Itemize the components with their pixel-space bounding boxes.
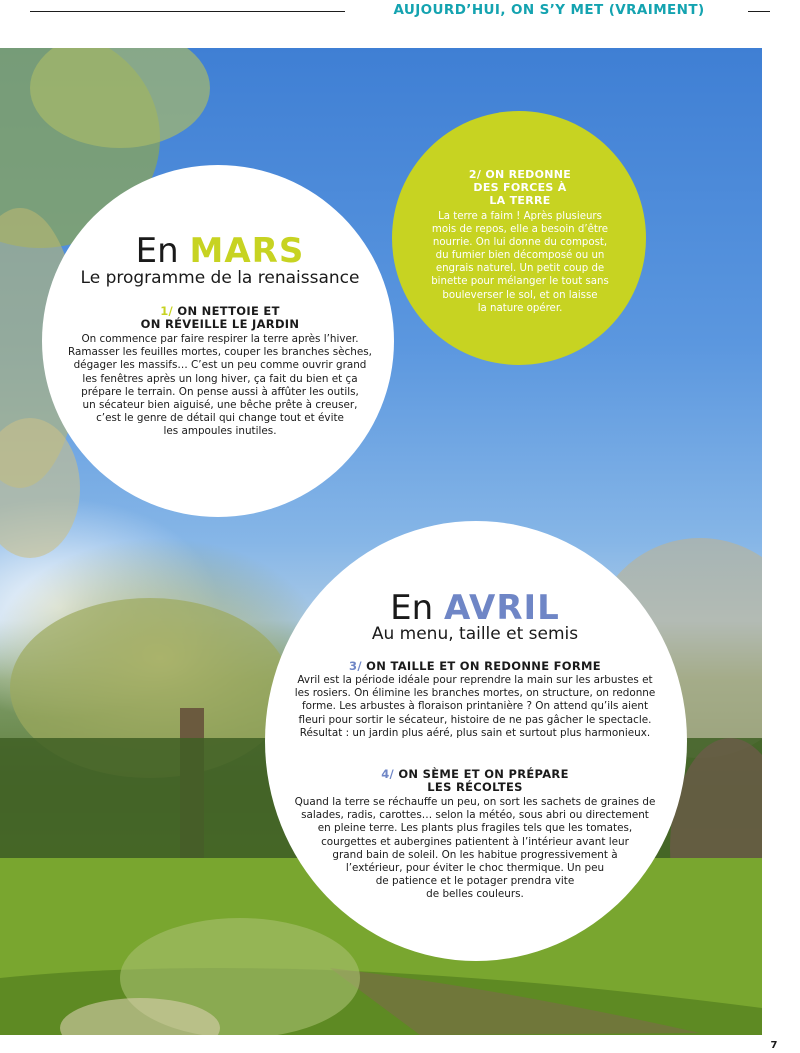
section3-body-line: fleuri pour sortir le sécateur, histoire de ne pas gâcher le spectacle.	[298, 713, 652, 726]
section2-body	[410, 210, 630, 315]
section3-body-line: forme. Les arbustes à floraison printanière ? On attend qu’ils aient	[301, 700, 649, 713]
section4-body-line: salades, radis, carottes… selon la météo, sous abri ou directement	[301, 809, 649, 822]
section1-body	[60, 333, 380, 439]
mars-heading-month: MARS	[189, 231, 305, 271]
section2-number: 2/	[468, 168, 482, 181]
section2-title-line: LA TERRE	[489, 194, 551, 207]
section4-body-line: en pleine terre. Les plants plus fragiles tels que les tomates,	[317, 822, 633, 835]
header-rule-right	[748, 11, 770, 12]
section4-title-line: LES RÉCOLTES	[427, 780, 523, 794]
section2-body-line: nourrie. On lui donne du compost,	[432, 237, 608, 249]
mars-subtitle: Le programme de la renaissance	[80, 268, 360, 288]
section1-body-line: un sécateur bien aiguisé, une bêche prête à creuser,	[82, 399, 358, 412]
section1-heading	[90, 305, 350, 331]
section4-number: 4/	[381, 767, 395, 781]
section2-body-line: La terre a faim ! Après plusieurs	[438, 211, 602, 222]
section-title: AUJOURD’HUI, ON S’Y MET (VRAIMENT)	[393, 2, 705, 18]
section3-title-line: ON TAILLE ET ON REDONNE FORME	[366, 659, 601, 673]
section2-heading	[430, 168, 610, 207]
section2-body-line: bouleverser le sol, et on laisse	[442, 289, 598, 301]
section3-number: 3/	[349, 659, 362, 673]
section4-body-line: de belles couleurs.	[426, 888, 524, 901]
avril-heading-month: AVRIL	[444, 588, 560, 628]
section1-body-line: les ampoules inutiles.	[163, 425, 277, 438]
section4-body-line: Quand la terre se réchauffe un peu, on sort les sachets de graines de	[294, 796, 656, 808]
section3-heading	[285, 660, 665, 673]
section2-title-line: ON REDONNE	[485, 168, 572, 181]
section1-body-line: les fenêtres après un long hiver, ça fait du bien et ça	[82, 372, 358, 385]
mars-heading	[70, 232, 370, 270]
page-number: 7	[770, 1040, 778, 1051]
section4-body	[270, 796, 680, 902]
avril-heading	[320, 589, 630, 627]
section4-body-line: grand bain de soleil. On les habitue progressivement à	[332, 848, 618, 861]
section4-heading	[310, 768, 640, 794]
page-header	[0, 0, 800, 24]
section4-title-line: ON SÈME ET ON PRÉPARE	[398, 767, 569, 781]
section2-body-line: engrais naturel. Un petit coup de	[435, 263, 605, 275]
section2-body-line: mois de repos, elle a besoin d’être	[431, 224, 609, 236]
section1-body-line: c’est le genre de détail qui change tout et évite	[96, 412, 344, 425]
avril-subtitle: Au menu, taille et semis	[371, 624, 579, 644]
header-rule-left	[30, 11, 345, 12]
section3-body-line: Avril est la période idéale pour reprendre la main sur les arbustes et	[297, 674, 653, 686]
section4-body-line: courgettes et aubergines patientent à l’intérieur avant leur	[321, 835, 629, 848]
section1-body-line: prépare le terrain. On pense aussi à affûter les outils,	[81, 385, 359, 398]
section1-body-line: On commence par faire respirer la terre après l’hiver.	[81, 333, 359, 345]
section1-number: 1/	[160, 304, 174, 318]
mars-heading-en: En	[135, 231, 179, 271]
section2-title-line: DES FORCES À	[473, 181, 567, 194]
section3-body-line: Résultat : un jardin plus aéré, plus sain et surtout plus harmonieux.	[299, 726, 651, 739]
section2-body-line: binette pour mélanger le tout sans	[431, 276, 609, 288]
section2-body-line: du fumier bien décomposé ou un	[435, 250, 605, 262]
section1-body-line: Ramasser les feuilles mortes, couper les branches sèches,	[68, 346, 372, 359]
section1-title-line: ON RÉVEILLE LE JARDIN	[140, 317, 300, 331]
section1-title-line: ON NETTOIE ET	[177, 304, 280, 318]
avril-heading-en: En	[390, 588, 434, 628]
section3-body-line: les rosiers. On élimine les branches mortes, on structure, on redonne	[294, 687, 656, 700]
section4-body-line: de patience et le potager prendra vite	[375, 875, 575, 888]
section1-body-line: dégager les massifs… C’est un peu comme ouvrir grand	[73, 359, 367, 372]
section4-body-line: l’extérieur, pour éviter le choc thermique. Un peu	[345, 862, 605, 875]
section2-body-line: la nature opérer.	[477, 302, 563, 314]
section3-body	[270, 674, 680, 740]
